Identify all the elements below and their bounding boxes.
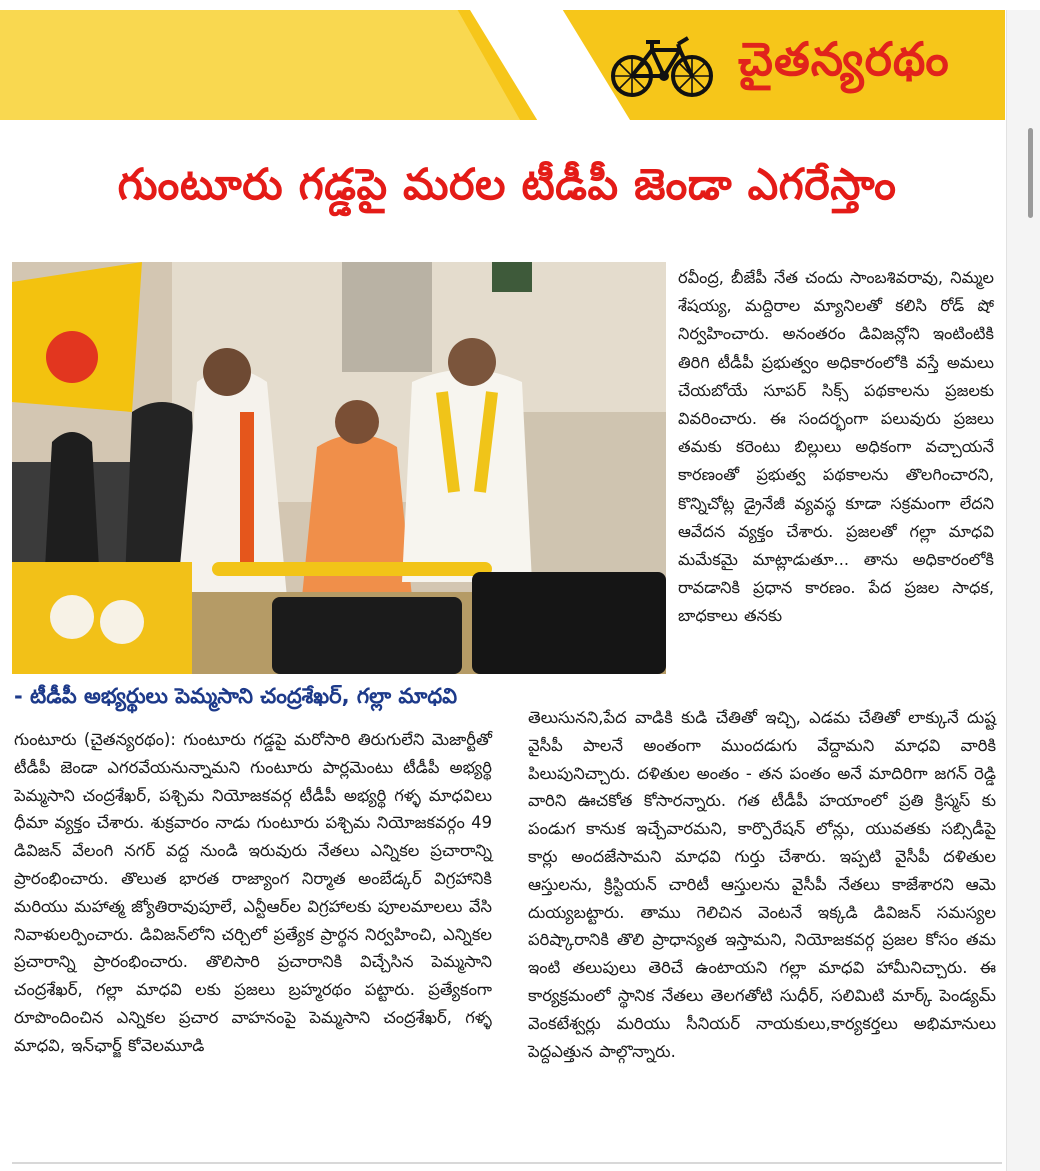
headline: గుంటూరు గడ్డపై మరల టీడీపీ జెండా ఎగరేస్తాం xyxy=(117,160,897,210)
bicycle-icon xyxy=(608,30,718,100)
campaign-photo xyxy=(12,262,666,674)
divider xyxy=(12,1162,1002,1164)
article-column-bottom-right xyxy=(528,704,996,1065)
banner-stripe xyxy=(0,10,520,120)
photo-caption: - టీడీపీ అభ్యర్థులు పెమ్మసాని చంద్రశేఖర్‌, గల్లా మాధవి xyxy=(14,684,458,708)
masthead-banner xyxy=(0,10,1005,120)
masthead-title: చైతన్యరథం xyxy=(738,32,950,86)
article-column-left xyxy=(14,726,492,1060)
article-column-right xyxy=(678,264,994,631)
scroll-thumb[interactable] xyxy=(1028,128,1033,218)
scroll-track[interactable] xyxy=(1006,10,1040,1171)
article-paragraph: రవీంద్ర, బీజేపీ నేత చందు సాంబశివరావు, నిమ్మల శేషయ్య, మద్దిరాల మ్యానిలతో కలిసి రోడ్‌ షో నిర్వహించారు. అనంతరం డివిజన్లోని ఇంటింటికి తిరిగి టీడీపీ ప్రభుత్వం అధికారంలోకి వస్తే అమలు చేయబోయే సూపర్‌ సిక్స్‌ పథకాలను ప్రజలకు వివరించారు. ఈ సందర్భంగా పలువురు ప్రజలు తమకు కరెంటు బిల్లులు అధికంగా వచ్చాయనే కారణంతో ప్రభుత్వ పథకాలను తొలగించారని, కొన్నిచోట్ల డ్రైనేజీ వ్యవస్థ కూడా సక్రమంగా లేదని ఆవేదన వ్యక్తం చేశారు. ప్రజలతో గల్లా మాధవి మమేకమై మాట్లాడుతూ... తాను అధికారంలోకి రావడానికి ప్రధాన కారణం. పేద ప్రజల సాధక, బాధకాలు తనకు xyxy=(678,268,994,626)
article-paragraph: తెలుసునని,పేద వాడికి కుడి చేతితో ఇచ్చి, ఎడమ చేతితో లాక్కునే దుష్ట వైసీపీ పాలనే అంతంగా ముందడుగు వేద్దామని మాధవి వారికి పిలుపునిచ్చారు. దళితుల అంతం - తన పంతం అనే మాదిరిగా జగన్‌ రెడ్డి వారిని ఊచకోత కోసారన్నారు. గత టీడీపీ హయాంలో ప్రతి క్రిస్మస్‌ కు పండుగ కానుక ఇచ్చేవారమని, కార్పొరేషన్‌ లోన్లు, యువతకు సబ్సిడీపై కార్లు అందజేసామని మాధవి గుర్తు చేశారు. ఇప్పటి వైసీపీ దళితుల ఆస్తులను, క్రిస్టియన్‌ చారిటీ ఆస్తులను వైసీపీ నేతలు కాజేశారని ఆమె దుయ్యబట్టారు. తాము గెలిచిన వెంటనే ఇక్కడి డివిజన్‌ సమస్యల పరిష్కారానికి తొలి ప్రాధాన్యత ఇస్తామని, నియోజకవర్గ ప్రజల కోసం తమ ఇంటి తలుపులు తెరిచే ఉంటాయని గల్లా మాధవి హామీనిచ్చారు. ఈ కార్యక్రమంలో స్థానిక నేతలు తెలగతోటి సుధీర్‌, సలిమిటి మార్క్‌ పెండ్యమ్‌ వెంకటేశ్వర్లు మరియు సీనియర్‌ నాయకులు,కార్యకర్తలు అభిమానులు పెద్దఎత్తున పాల్గొన్నారు. xyxy=(528,708,996,1061)
article-paragraph: గుంటూరు (చైతన్యరథం): గుంటూరు గడ్డపై మరోసారి తిరుగులేని మెజార్టీతో టీడీపీ జెండా ఎగరవేయనున్నామని గుంటూరు పార్లమెంటు టీడీపీ అభ్యర్థి పెమ్మసాని చంద్రశేఖర్‌, పశ్చిమ నియోజకవర్గ టీడీపీ అభ్యర్థి గళ్ళ మాధవిలు ధీమా వ్యక్తం చేశారు. శుక్రవారం నాడు గుంటూరు పశ్చిమ నియోజకవర్గం 49 డివిజన్‌ వేలంగి నగర్‌ వద్ద నుండి ఇరువురు నేతలు ఎన్నికల ప్రచారాన్ని ప్రారంభించారు. తొలుత భారత రాజ్యాంగ నిర్మాత అంబేడ్కర్‌ విగ్రహానికి మరియు మహాత్మ జ్యోతిరావుపూలే, ఎన్టీఆర్‌ల విగ్రహాలకు పూలమాలలు వేసి నివాళులర్పించారు. డివిజన్‌లోని చర్చిలో ప్రత్యేక ప్రార్థన నిర్వహించి, ఎన్నికల ప్రచారాన్ని ప్రారంభించారు. తొలిసారి ప్రచారానికి విచ్చేసిన పెమ్మసాని చంద్రశేఖర్‌, గల్లా మాధవి లకు ప్రజలు బ్రహ్మరథం పట్టారు. ప్రత్యేకంగా రూపొందించిన ఎన్నికల ప్రచార వాహనంపై పెమ్మసాని చంద్రశేఖర్‌, గళ్ళ మాధవి, ఇన్‌ఛార్జ్‌ కోవెలమూడి xyxy=(14,730,492,1055)
